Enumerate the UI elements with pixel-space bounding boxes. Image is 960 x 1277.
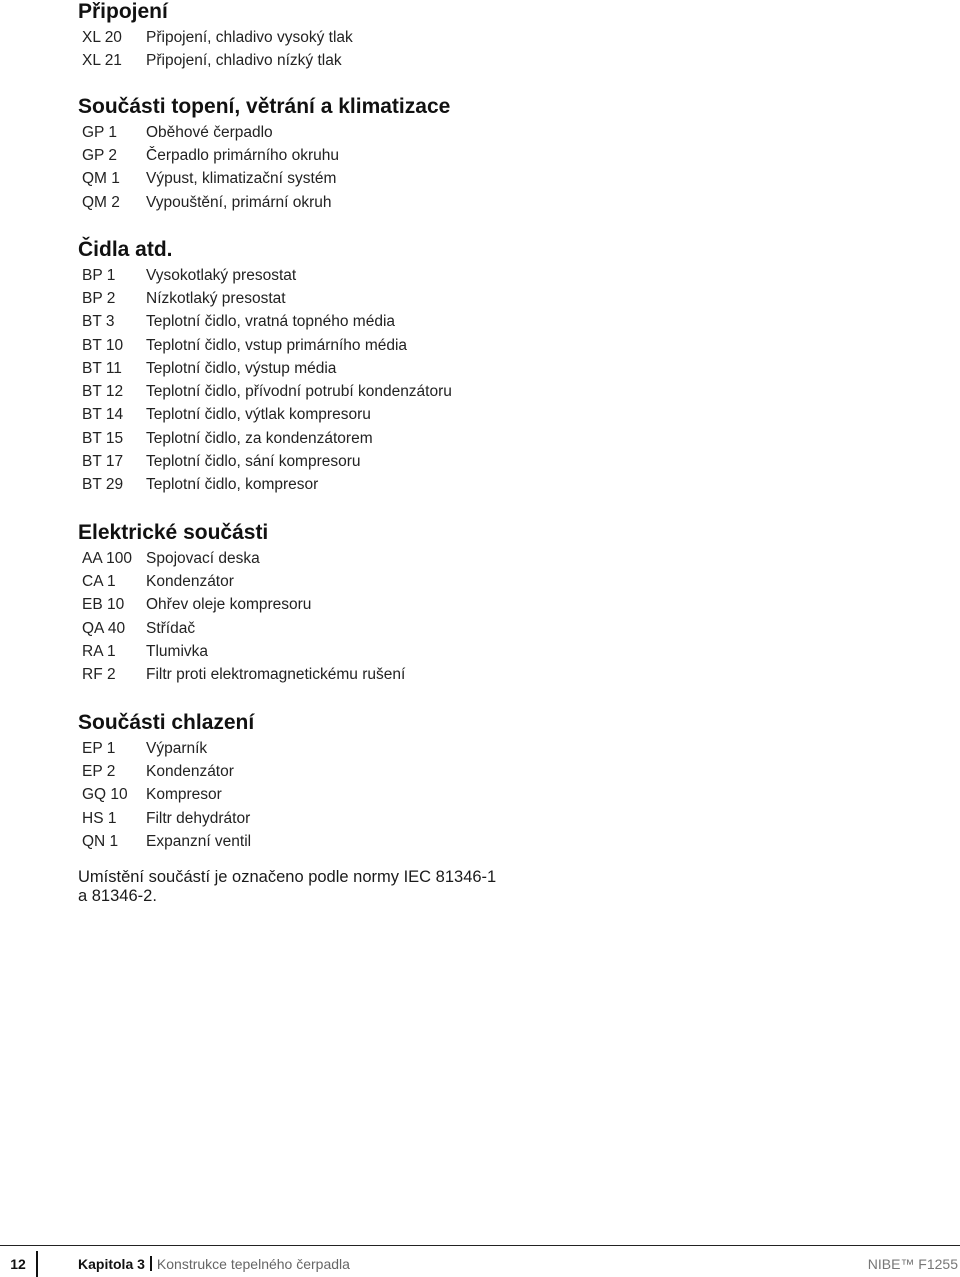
section-soucasti-chlazeni <box>78 711 638 853</box>
section-soucasti-topeni <box>78 95 638 214</box>
item-desc: Vypouštění, primární okruh <box>146 193 332 211</box>
list-item <box>78 49 638 72</box>
chapter-separator <box>150 1256 152 1271</box>
item-desc: Kondenzátor <box>146 762 234 780</box>
item-code: BT 29 <box>82 476 124 494</box>
list-item <box>78 380 638 403</box>
item-desc: Výparník <box>146 739 208 757</box>
item-desc: Teplotní čidlo, přívodní potrubí kondenzátoru <box>146 383 452 401</box>
item-code: QM 1 <box>82 170 120 188</box>
list-item <box>78 168 638 191</box>
section-heading: Součásti chlazení <box>78 711 255 734</box>
item-desc: Teplotní čidlo, výtlak kompresoru <box>146 406 371 424</box>
item-desc: Připojení, chladivo vysoký tlak <box>146 28 353 46</box>
footer-divider <box>0 1245 960 1246</box>
item-desc: Teplotní čidlo, výstup média <box>146 359 337 377</box>
item-code: HS 1 <box>82 809 117 827</box>
section-heading: Čidla atd. <box>78 238 173 261</box>
item-code: BP 1 <box>82 266 116 284</box>
item-code: AA 100 <box>82 549 132 567</box>
chapter-label <box>78 1256 350 1272</box>
list-item <box>78 784 638 807</box>
item-code: QA 40 <box>82 619 126 637</box>
item-code: BT 11 <box>82 359 122 377</box>
item-desc: Nízkotlaký presostat <box>146 289 286 307</box>
item-code: XL 21 <box>82 51 122 69</box>
item-desc: Teplotní čidlo, za kondenzátorem <box>146 429 373 447</box>
list-item <box>78 830 638 853</box>
list-item <box>78 191 638 214</box>
item-code: BT 17 <box>82 453 124 471</box>
list-item <box>78 760 638 783</box>
section-pripojeni <box>78 0 638 73</box>
section-heading: Elektrické součásti <box>78 521 269 544</box>
list-item <box>78 427 638 450</box>
item-code: CA 1 <box>82 572 116 590</box>
page-footer <box>0 1256 960 1276</box>
list-item <box>78 334 638 357</box>
list-item <box>78 26 638 49</box>
section-heading: Připojení <box>78 0 168 23</box>
section-elektricke-soucasti <box>78 521 638 687</box>
list-item <box>78 357 638 380</box>
list-item <box>78 287 638 310</box>
item-code: BT 10 <box>82 336 124 354</box>
item-code: GQ 10 <box>82 786 128 804</box>
item-desc: Kondenzátor <box>146 572 234 590</box>
item-code: BT 14 <box>82 406 124 424</box>
item-code: BT 3 <box>82 313 115 331</box>
item-code: RF 2 <box>82 666 116 684</box>
list-item <box>78 121 638 144</box>
section-heading: Součásti topení, větrání a klimatizace <box>78 95 451 118</box>
item-code: BT 15 <box>82 429 124 447</box>
list-item <box>78 570 638 593</box>
item-code: BT 12 <box>82 383 124 401</box>
item-desc: Ohřev oleje kompresoru <box>146 596 312 614</box>
list-item <box>78 474 638 497</box>
page-number: 12 <box>0 1251 38 1277</box>
item-code: QN 1 <box>82 832 119 850</box>
item-code: EB 10 <box>82 596 125 614</box>
item-desc: Teplotní čidlo, vstup primárního média <box>146 336 408 354</box>
item-desc: Teplotní čidlo, vratná topného média <box>146 313 396 331</box>
standards-note: Umístění součástí je označeno podle normy IEC 81346-1 a 81346-2. <box>78 868 497 905</box>
list-item <box>78 807 638 830</box>
item-desc: Teplotní čidlo, kompresor <box>146 476 319 494</box>
item-desc: Čerpadlo primárního okruhu <box>146 146 339 164</box>
item-desc: Oběhové čerpadlo <box>146 123 273 141</box>
item-code: GP 2 <box>82 146 118 164</box>
list-item <box>78 547 638 570</box>
item-desc: Filtr dehydrátor <box>146 809 251 827</box>
item-desc: Spojovací deska <box>146 549 260 567</box>
list-item <box>78 737 638 760</box>
list-item <box>78 617 638 640</box>
list-item <box>78 264 638 287</box>
item-code: EP 2 <box>82 762 116 780</box>
section-cidla <box>78 238 638 497</box>
item-desc: Vysokotlaký presostat <box>146 266 297 284</box>
list-item <box>78 663 638 686</box>
item-desc: Tlumivka <box>146 642 209 660</box>
item-desc: Filtr proti elektromagnetickému rušení <box>146 666 406 684</box>
item-desc: Střídač <box>146 619 196 637</box>
item-code: QM 2 <box>82 193 120 211</box>
list-item <box>78 594 638 617</box>
item-desc: Kompresor <box>146 786 222 804</box>
list-item <box>78 450 638 473</box>
item-desc: Výpust, klimatizační systém <box>146 170 337 188</box>
chapter-number: Kapitola 3 <box>78 1256 145 1272</box>
item-code: BP 2 <box>82 289 116 307</box>
item-code: GP 1 <box>82 123 118 141</box>
chapter-title: Konstrukce tepelného čerpadla <box>156 1256 350 1272</box>
list-item <box>78 311 638 334</box>
item-code: EP 1 <box>82 739 116 757</box>
list-item <box>78 640 638 663</box>
product-brand: NIBE™ F1255 <box>867 1256 958 1272</box>
item-code: RA 1 <box>82 642 116 660</box>
list-item <box>78 404 638 427</box>
list-item <box>78 144 638 167</box>
item-code: XL 20 <box>82 28 122 46</box>
item-desc: Teplotní čidlo, sání kompresoru <box>146 453 361 471</box>
item-desc: Expanzní ventil <box>146 832 252 850</box>
item-desc: Připojení, chladivo nízký tlak <box>146 51 342 69</box>
